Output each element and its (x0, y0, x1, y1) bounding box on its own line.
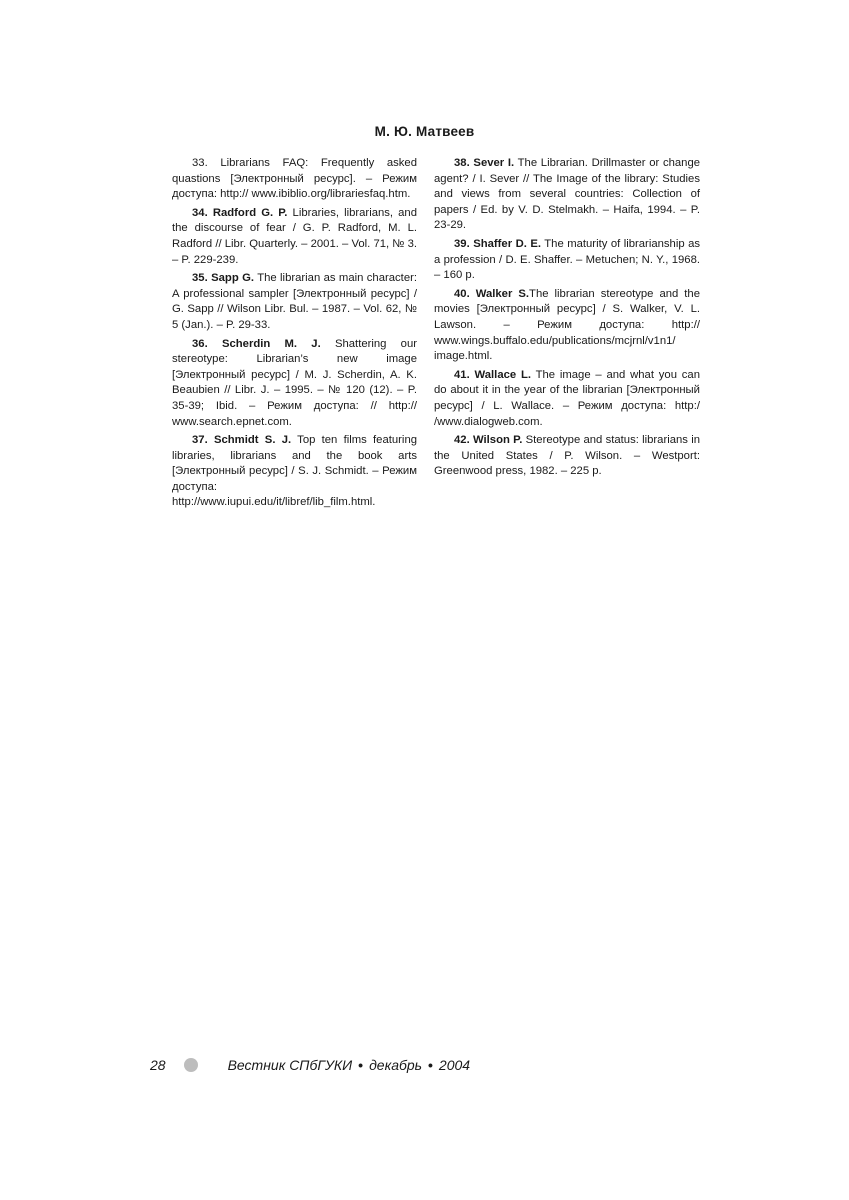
reference-text: Stereotype and status: librarians in the United States / P. Wilson. – Westport: Greenwood press, 1982. – 225 p. (434, 434, 700, 478)
reference-author: Sapp G. (211, 272, 255, 285)
reference-item (434, 433, 700, 480)
reference-text: The librarian stereotype and the movies [Электронный ресурс] / S. Walker, V. L. Lawson. – Режим доступа: http:// www.wings.buffalo.edu/publications/mcjrnl/v1n1/ image.html. (434, 287, 701, 363)
issue-month: декабрь (369, 1057, 423, 1073)
reference-author: Sever I. (473, 157, 515, 169)
references-right-column (434, 156, 700, 483)
reference-item (172, 271, 417, 333)
reference-text: Libraries, librarians, and the discourse of fear / G. P. Radford, M. L. Radford // Libr. Quarterly. – 2001. – Vol. 71, № 3. – P. 229-239. (172, 206, 417, 266)
reference-item (172, 206, 417, 268)
reference-number: 36. (192, 337, 208, 350)
reference-author: Radford G. P. (212, 206, 288, 219)
reference-number: 38. (454, 157, 470, 169)
reference-text: The Librarian. Drillmaster or change agent? / I. Sever // The Image of the library: Studies and views from several countries: Collection of papers / Ed. by V. D. Stelmakh. – Haifa, 1994. – P. 23-29. (434, 157, 701, 232)
reference-number: 33. (192, 157, 208, 169)
journal-title: Вестник СПбГУКИ (227, 1057, 353, 1073)
issue-year: 2004 (438, 1057, 471, 1073)
reference-text: Librarians FAQ: Frequently asked quastions [Электронный ресурс]. – Режим доступа: http:// www.ibiblio.org/librariesfaq.htm. (172, 157, 418, 201)
reference-text: The maturity of librarianship as a profession / D. E. Shaffer. – Metuchen; N. Y., 1968. – 160 p. (434, 237, 701, 282)
reference-text: Top ten films featuring libraries, librarians and the book arts [Электронный ресурс] / S. J. Schmidt. – Режим доступа: http://www.iupui.edu/it/libref/lib_film.html. (172, 434, 418, 509)
reference-number: 34. (192, 206, 208, 219)
separator-dot: • (358, 1057, 364, 1073)
references-left-column (172, 156, 417, 514)
reference-item (434, 237, 700, 284)
page-footer (150, 1057, 470, 1073)
reference-author: Scherdin M. J. (221, 337, 321, 350)
reference-author: Schmidt S. J. (213, 434, 292, 447)
reference-item (172, 156, 417, 203)
reference-item (434, 368, 700, 430)
page-header-author: М. Ю. Матвеев (374, 124, 475, 139)
reference-author: Wallace L. (474, 368, 531, 381)
reference-text: The image – and what you can do about it in the year of the librarian [Электронный ресурс] / L. Wallace. – Режим доступа: http:/ /www.dialogweb.com. (434, 368, 700, 428)
page-number: 28 (150, 1057, 166, 1073)
reference-number: 39. (454, 237, 470, 250)
reference-author: Wilson P. (472, 434, 523, 447)
reference-text: The librarian as main character: A professional sampler [Электронный ресурс] / G. Sapp // Wilson Libr. Bul. – 1987. – Vol. 62, № 5 (Jan.). – P. 29-33. (172, 272, 418, 331)
reference-number: 42. (454, 434, 470, 447)
reference-item (172, 433, 417, 511)
reference-item (172, 337, 417, 431)
reference-text: Shattering our stereotype: Librarian’s new image [Электронный ресурс] / M. J. Scherdin, A. K. Beaubien // Libr. J. – 1995. – № 120 (12). – P. 35-39; Ibid. – Режим доступа: // http:// www.search.epnet.com. (172, 337, 418, 428)
reference-item (434, 156, 700, 234)
reference-number: 40. (454, 287, 470, 300)
circle-bullet-icon (184, 1058, 198, 1072)
reference-number: 41. (454, 368, 470, 381)
reference-number: 37. (192, 434, 208, 447)
separator-dot: • (428, 1057, 433, 1073)
reference-item (434, 287, 700, 365)
reference-number: 35. (192, 272, 208, 285)
reference-author: Walker S. (475, 287, 530, 300)
reference-author: Shaffer D. E. (473, 237, 541, 250)
